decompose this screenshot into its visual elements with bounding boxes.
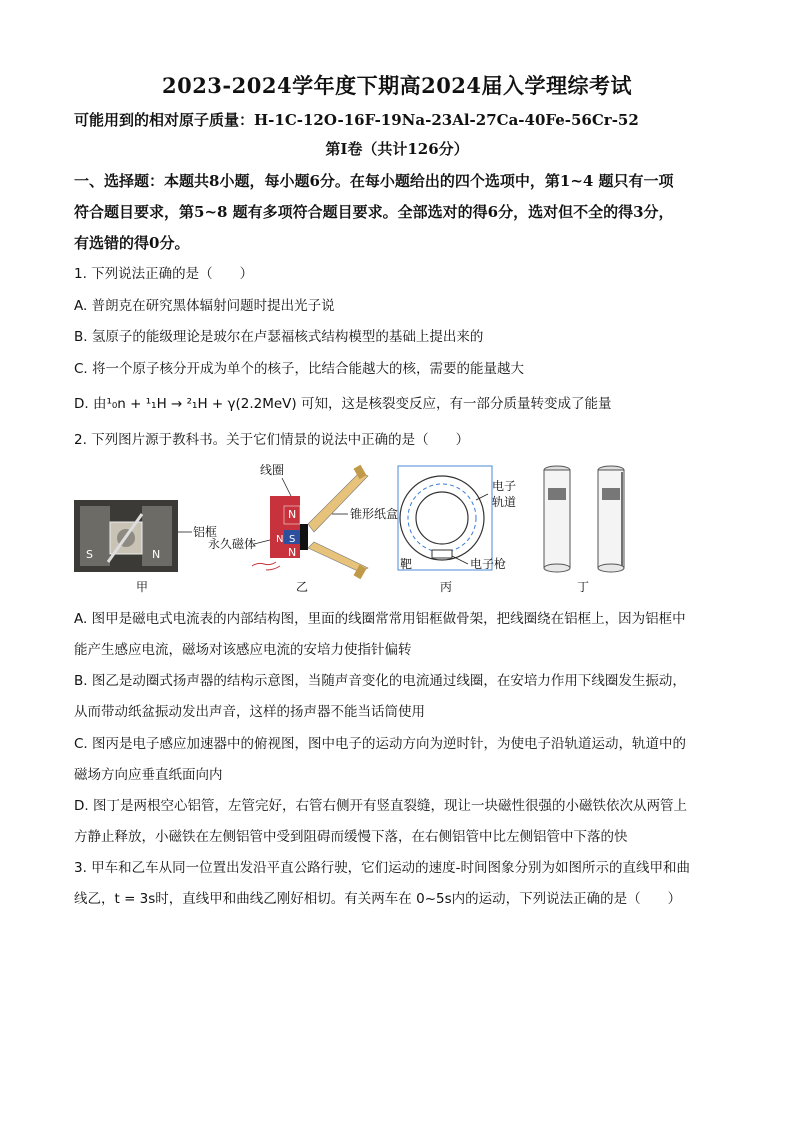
figure-yi	[208, 462, 398, 594]
yi-label-s: S	[289, 534, 296, 545]
yi-label-n3: N	[288, 546, 297, 559]
q2-option-a-line-1: A. 图甲是磁电式电流表的内部结构图，里面的线圈常常用铝框做骨架，把线圈绕在铝框上，因为铝框中	[74, 611, 686, 627]
ding-left-magnet	[548, 488, 566, 500]
instructions-line-1: 一、选择题：本题共8小题，每小题6分。在每小题给出的四个选项中，第1~4 题只有一项	[74, 172, 674, 190]
ding-right-tube-bottom	[598, 564, 624, 572]
bing-ring-outer	[400, 476, 484, 560]
q2-option-c-line-2: 磁场方向应垂直纸面向内	[74, 767, 223, 783]
yi-coil-leader	[282, 478, 292, 498]
q3-line-1: 3. 甲车和乙车从同一位置出发沿平直公路行驶，它们运动的速度-时间图象分别为如图所示的直线甲和曲	[74, 860, 691, 876]
ding-caption: 丁	[577, 580, 590, 594]
yi-caption: 乙	[296, 580, 309, 594]
q1-option-d: D. 由¹₀n + ¹₁H → ²₁H + γ(2.2MeV) 可知，这是核裂变反应，有一部分质量转变成了能量	[74, 396, 612, 412]
yi-label-cone: 锥形纸盒	[350, 507, 399, 521]
instructions-line-2: 符合题目要求，第5~8 题有多项符合题目要求。全部选对的得6分，选对但不全的得3分，	[74, 203, 674, 221]
yi-label-n1: N	[288, 508, 297, 521]
jia-magnet-left	[80, 506, 110, 566]
q2-option-d-line-1: D. 图丁是两根空心铝管，左管完好，右管右侧开有竖直裂缝，现让一块磁性很强的小磁铁依次从两管上	[74, 798, 687, 814]
atomic-mass-line: 可能用到的相对原子质量：H-1C-12O-16F-19Na-23Al-27Ca-40Fe-56Cr-52	[74, 111, 639, 129]
q1-stem: 1. 下列说法正确的是（ ）	[74, 266, 254, 282]
bing-electron-path	[408, 484, 476, 552]
q2-option-a-line-2: 能产生感应电流，磁场对该感应电流的安培力使指针偏转	[74, 642, 412, 658]
figure-ding	[544, 466, 624, 594]
bing-label-track2: 轨道	[492, 495, 517, 509]
yi-cone-top	[308, 472, 368, 532]
bing-label-gun: 电子枪	[470, 557, 507, 571]
ding-right-tube	[598, 470, 624, 568]
q1-option-a: A. 普朗克在研究黑体辐射问题时提出光子说	[74, 298, 335, 314]
bing-label-track1: 电子	[492, 479, 517, 493]
q2-option-c-line-1: C. 图丙是电子感应加速器中的俯视图，图中电子的运动方向为逆时针，为使电子沿轨道运动，轨道中的	[74, 736, 687, 752]
q1-option-b: B. 氢原子的能级理论是玻尔在卢瑟福核式结构模型的基础上提出来的	[74, 329, 484, 345]
bing-gun-leader	[452, 556, 468, 564]
q2-option-d-line-2: 方静止释放，小磁铁在左侧铝管中受到阻碍而缓慢下落，在右侧铝管中比左侧铝管中下落的快	[74, 829, 628, 845]
figure-jia	[74, 500, 217, 594]
q3-line-2: 线乙，t = 3s时，直线甲和曲线乙刚好相切。有关两车在 0~5s内的运动，下列说法正确的是（ ）	[74, 891, 682, 907]
q2-figures	[70, 462, 730, 594]
jia-label-n: N	[152, 548, 161, 561]
yi-label-coil: 线圈	[260, 463, 285, 477]
ding-left-tube-bottom	[544, 564, 570, 572]
section-title: 第Ⅰ卷（共计126分）	[325, 140, 469, 158]
bing-ring-inner	[416, 492, 468, 544]
bing-caption: 丙	[440, 580, 453, 594]
q2-option-b-line-2: 从而带动纸盆振动发出声音，这样的扬声器不能当话筒使用	[74, 704, 425, 720]
jia-label-frame: 铝框	[193, 525, 218, 539]
yi-wire-2	[266, 566, 280, 570]
figure-bing	[398, 466, 516, 594]
ding-left-tube	[544, 470, 570, 568]
exam-title: 2023-2024学年度下期高2024届入学理综考试	[161, 73, 633, 98]
q2-stem: 2. 下列图片源于教科书。关于它们情景的说法中正确的是（ ）	[74, 432, 470, 448]
q1-option-c: C. 将一个原子核分开成为单个的核子，比结合能越大的核，需要的能量越大	[74, 361, 525, 377]
bing-label-target: 靶	[400, 557, 413, 571]
instructions-line-3: 有选错的得0分。	[74, 234, 190, 252]
bing-gun-box	[432, 550, 452, 558]
yi-label-magnet: 永久磁体	[208, 537, 257, 551]
q2-option-b-line-1: B. 图乙是动圈式扬声器的结构示意图，当随声音变化的电流通过线圈，在安培力作用下线圈发生振动，	[74, 673, 686, 689]
yi-magnet-leader	[254, 540, 270, 544]
jia-label-s: S	[86, 548, 93, 561]
jia-caption: 甲	[136, 580, 149, 594]
yi-voice-coil	[300, 524, 308, 550]
yi-label-n2: N	[276, 534, 284, 545]
ding-right-magnet	[602, 488, 620, 500]
yi-wire-1	[252, 562, 276, 566]
figures-svg	[70, 462, 730, 594]
